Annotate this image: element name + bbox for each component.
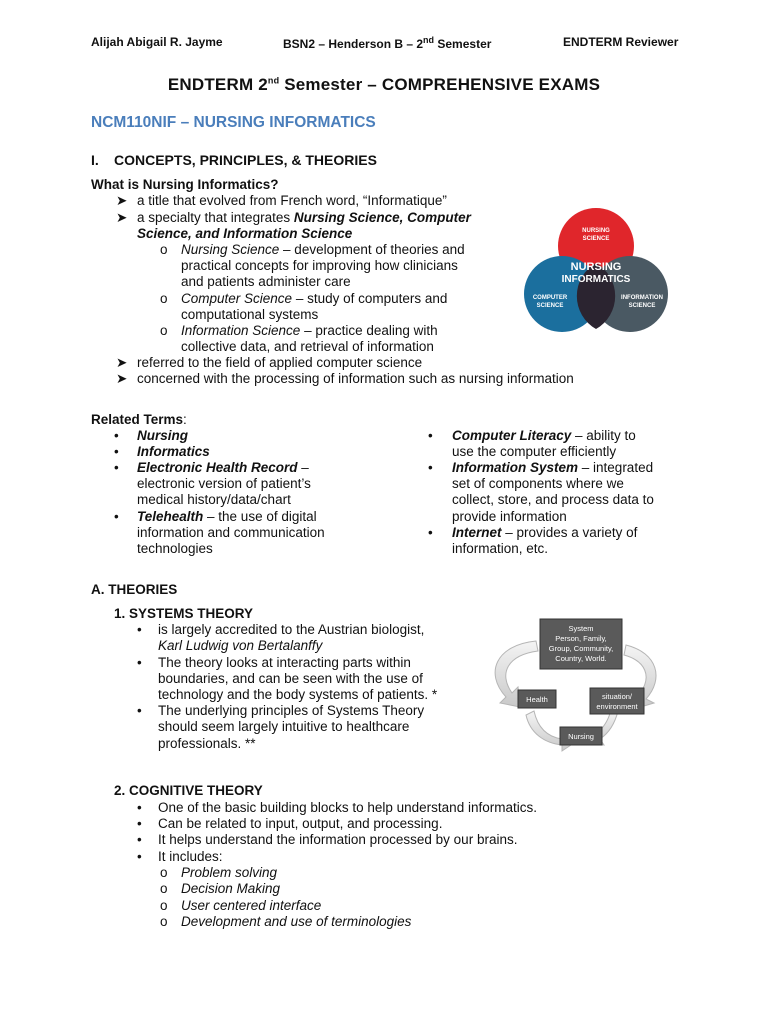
term-is-title: Information System: [452, 460, 579, 475]
dot-bullet-icon: •: [137, 703, 142, 718]
systems-point-1-l2: Karl Ludwig von Bertalanffy: [158, 638, 323, 653]
s3-term: Information Science: [181, 323, 301, 338]
sub-nursing-science: [181, 242, 465, 258]
dot-bullet-icon: •: [428, 428, 433, 443]
circle-bullet-icon: o: [160, 881, 168, 896]
arrow-bullet-icon: ➤: [116, 355, 128, 370]
theories-heading: A. THEORIES: [91, 582, 178, 597]
circle-bullet-icon: o: [160, 865, 168, 880]
term-telehealth-title: Telehealth: [137, 509, 204, 524]
system-box-line-2: Person, Family,: [555, 634, 607, 643]
venn-left-2: SCIENCE: [536, 303, 564, 309]
related-heading-text: Related Terms: [91, 412, 184, 427]
term-telehealth-l2: information and communication: [137, 525, 325, 540]
related-heading-colon: :: [183, 412, 187, 427]
nursing-label: Nursing: [568, 732, 594, 741]
sub-nursing-science-l3: and patients administer care: [181, 274, 351, 289]
dot-bullet-icon: •: [114, 460, 119, 475]
related-heading: [91, 412, 187, 428]
cognitive-point-1: One of the basic building blocks to help understand informatics.: [158, 800, 537, 815]
dot-bullet-icon: •: [137, 655, 142, 670]
venn-right-2: SCIENCE: [628, 303, 656, 309]
dot-bullet-icon: •: [137, 832, 142, 847]
term-nursing: Nursing: [137, 428, 189, 443]
section-number: I.: [91, 152, 99, 168]
term-internet-l2: information, etc.: [452, 541, 549, 556]
dot-bullet-icon: •: [428, 460, 433, 475]
dot-bullet-icon: •: [137, 800, 142, 815]
header-doc: ENDTERM Reviewer: [563, 35, 679, 49]
s1-def: – development of theories and: [279, 242, 465, 257]
venn-top-1: NURSING: [582, 228, 610, 234]
term-computer-literacy: [452, 428, 636, 444]
term-internet-def: – provides a variety of: [501, 525, 638, 540]
systems-point-3-l2: should seem largely intuitive to healthcare: [158, 719, 410, 734]
systems-point-1: is largely accredited to the Austrian biologist,: [158, 622, 425, 637]
sub-information-science: [181, 323, 438, 339]
term-internet-title: Internet: [452, 525, 502, 540]
cognitive-theory-title: 2. COGNITIVE THEORY: [114, 783, 263, 798]
term-information-system-l2: set of components where we: [452, 476, 624, 491]
dot-bullet-icon: •: [114, 444, 119, 459]
cognitive-sub-3: User centered interface: [181, 898, 322, 913]
what-is-heading: What is Nursing Informatics?: [91, 177, 279, 192]
course-heading: NCM110NIF – NURSING INFORMATICS: [91, 114, 376, 131]
term-ehr-dash: –: [297, 460, 309, 475]
term-is-def: – integrated: [578, 460, 654, 475]
section-title: CONCEPTS, PRINCIPLES, & THEORIES: [114, 152, 377, 168]
header-name: Alijah Abigail R. Jayme: [91, 35, 223, 49]
cognitive-point-3: It helps understand the information processed by our brains.: [158, 832, 518, 847]
arrow-bullet-icon: ➤: [116, 371, 128, 386]
dot-bullet-icon: •: [137, 622, 142, 637]
term-ehr-l3: medical history/data/chart: [137, 492, 291, 507]
term-cl-def: – ability to: [571, 428, 636, 443]
system-box-line-3: Group, Community,: [548, 644, 614, 653]
b2-bold-1: Nursing Science, Computer: [293, 210, 471, 225]
venn-top-2: SCIENCE: [582, 236, 610, 242]
what-is-bullet-2-cont: Science, and Information Science: [137, 226, 353, 241]
term-information-system-l4: provide information: [452, 509, 567, 524]
arrow-bullet-icon: ➤: [116, 193, 128, 208]
what-is-bullet-2: [137, 210, 471, 226]
dot-bullet-icon: •: [137, 849, 142, 864]
venn-center-1: NURSING: [570, 261, 622, 273]
term-ehr-l2: electronic version of patient’s: [137, 476, 311, 491]
term-information-system: [452, 460, 653, 476]
sub-nursing-science-l2: practical concepts for improving how clinicians: [181, 258, 458, 273]
header-class-sup: nd: [423, 35, 435, 45]
systems-theory-title: 1. SYSTEMS THEORY: [114, 606, 254, 621]
term-internet: [452, 525, 637, 541]
sub-computer-science-l2: computational systems: [181, 307, 319, 322]
b2-pre: a specialty that integrates: [137, 210, 294, 225]
sub-information-science-l2: collective data, and retrieval of information: [181, 339, 434, 354]
systems-diagram: [486, 617, 666, 757]
s1-term: Nursing Science: [181, 242, 280, 257]
dot-bullet-icon: •: [137, 816, 142, 831]
situation-label-1: situation/: [601, 692, 633, 701]
venn-left-1: COMPUTER: [532, 295, 568, 301]
term-ehr: [137, 460, 309, 476]
systems-point-3: The underlying principles of Systems Theory: [158, 703, 425, 718]
systems-point-2: The theory looks at interacting parts within: [158, 655, 411, 670]
situation-label-2: environment: [596, 702, 638, 711]
health-label: Health: [526, 695, 548, 704]
title-sup: nd: [267, 75, 280, 86]
s2-term: Computer Science: [181, 291, 293, 306]
page-title: [0, 75, 768, 95]
what-is-bullet-3: referred to the field of applied computer science: [137, 355, 423, 370]
term-computer-literacy-l2: use the computer efficiently: [452, 444, 617, 459]
term-information-system-l3: collect, store, and process data to: [452, 492, 654, 507]
title-prefix: ENDTERM 2: [167, 75, 268, 94]
what-is-bullet-4: concerned with the processing of information such as nursing information: [137, 371, 574, 386]
venn-diagram: [512, 208, 680, 336]
cognitive-point-2: Can be related to input, output, and processing.: [158, 816, 443, 831]
header-class: [283, 35, 491, 51]
term-informatics: Informatics: [137, 444, 210, 459]
term-telehealth-l3: technologies: [137, 541, 213, 556]
cognitive-point-4: It includes:: [158, 849, 223, 864]
term-cl-title: Computer Literacy: [452, 428, 572, 443]
cognitive-sub-2: Decision Making: [181, 881, 281, 896]
circle-bullet-icon: o: [160, 242, 168, 257]
dot-bullet-icon: •: [428, 525, 433, 540]
term-telehealth-def: – the use of digital: [203, 509, 317, 524]
systems-point-2-l2: boundaries, and can be seen with the use of: [158, 671, 423, 686]
sub-computer-science: [181, 291, 447, 307]
what-is-bullet-1: a title that evolved from French word, “Informatique”: [137, 193, 447, 208]
term-ehr-title: Electronic Health Record: [137, 460, 298, 475]
header-class-suffix: Semester: [434, 37, 492, 51]
s2-def: – study of computers and: [292, 291, 448, 306]
dot-bullet-icon: •: [114, 509, 119, 524]
venn-right-1: INFORMATION: [621, 295, 663, 301]
s3-def: – practice dealing with: [300, 323, 438, 338]
cognitive-sub-4: Development and use of terminologies: [181, 914, 412, 929]
cognitive-sub-1: Problem solving: [181, 865, 278, 880]
circle-bullet-icon: o: [160, 291, 168, 306]
circle-bullet-icon: o: [160, 898, 168, 913]
term-telehealth: [137, 509, 317, 525]
dot-bullet-icon: •: [114, 428, 119, 443]
venn-center-2: INFORMATICS: [561, 274, 631, 285]
systems-point-2-l3: technology and the body systems of patients. *: [158, 687, 438, 702]
circle-bullet-icon: o: [160, 323, 168, 338]
title-suffix: Semester – COMPREHENSIVE EXAMS: [279, 75, 601, 94]
systems-point-3-l3: professionals. **: [158, 736, 256, 751]
system-box-line-4: Country, World.: [555, 654, 607, 663]
circle-bullet-icon: o: [160, 914, 168, 929]
system-box-line-1: System: [568, 624, 594, 633]
header-class-text: BSN2 – Henderson B – 2: [283, 37, 424, 51]
arrow-bullet-icon: ➤: [116, 210, 128, 225]
